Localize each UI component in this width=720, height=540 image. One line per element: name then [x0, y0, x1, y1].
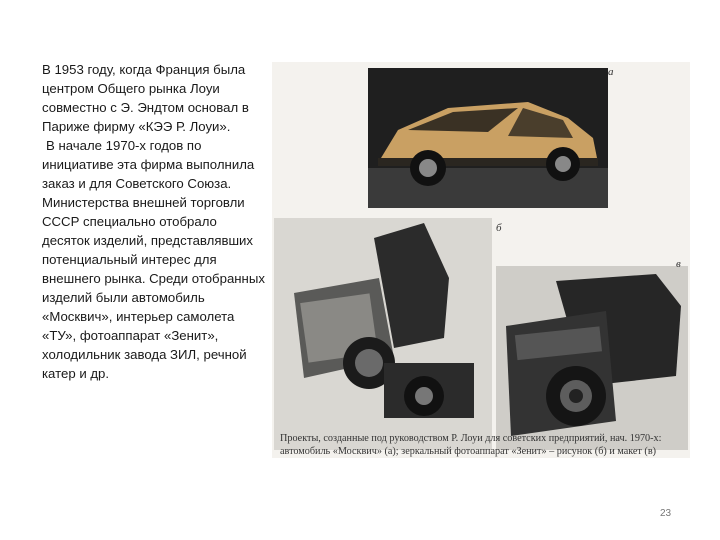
figure-caption: Проекты, созданные под руководством Р. Лоуи для советских предприятий, нач. 1970-х: автомобиль «Москвич» (а); зеркальный фотоаппарат «Зенит» – рисунок (б) и макет (в) [280, 433, 662, 457]
camera-model-photo [496, 266, 688, 450]
paragraph-2: В начале 1970-х годов по инициативе эта фирма выполнила заказ и для Советского Союза. Министерства внешней торговли СССР специально отобрало десяток изделий, представлявших потенциальный интерес для внешнего рынка. Среди отобранных изделий были автомобиль «Москвич», интерьер самолета «ТУ», фотоаппарат «Зенит», холодильник завода ЗИЛ, речной катер и др. [42, 138, 265, 381]
body-text [42, 60, 267, 383]
label-c: в [676, 258, 681, 270]
car-photo [368, 68, 608, 208]
paragraph-1: В 1953 году, когда Франция была центром Общего рынка Лоуи совместно с Э. Эндтом основал в Париже фирму «КЭЭ Р. Лоуи». [42, 62, 249, 134]
figure [272, 62, 690, 458]
camera-drawing [274, 218, 492, 450]
page-number: 23 [660, 508, 672, 519]
label-a: а [608, 66, 614, 78]
label-b: б [496, 222, 502, 234]
